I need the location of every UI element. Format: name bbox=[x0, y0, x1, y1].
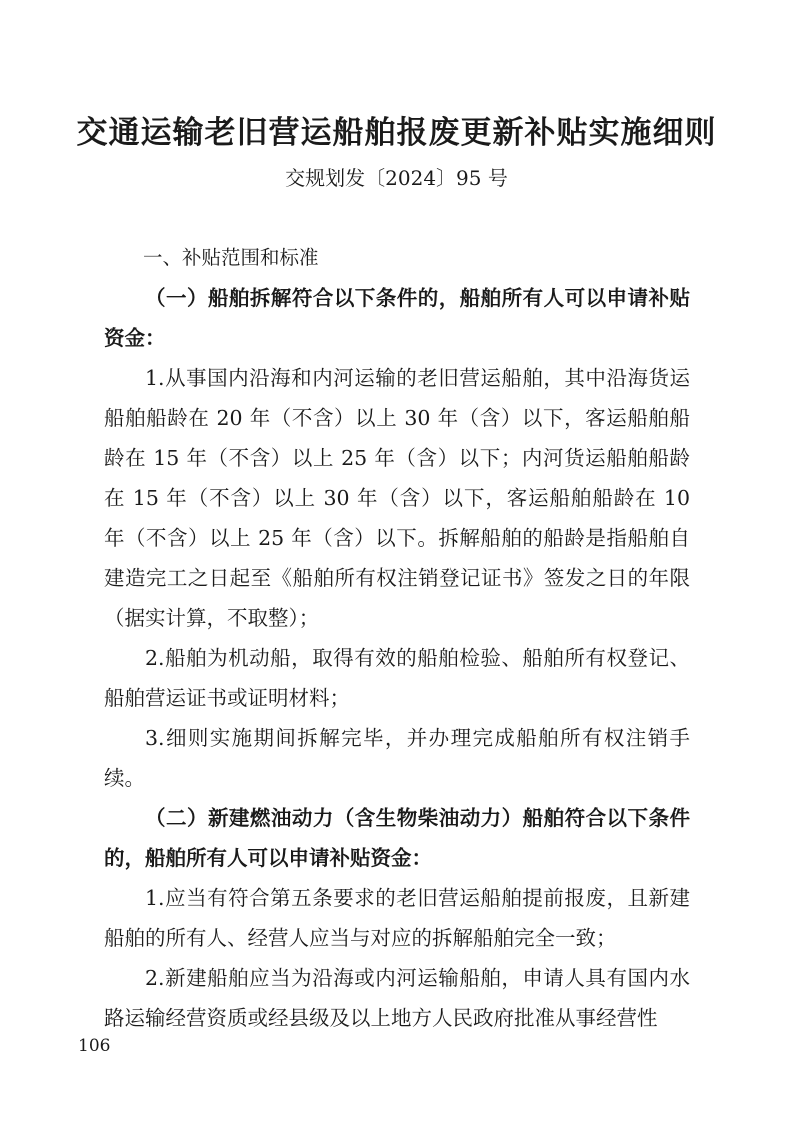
page-number: 106 bbox=[78, 1036, 111, 1056]
subsection-2-heading: （二）新建燃油动力（含生物柴油动力）船舶符合以下条件的，船舶所有人可以申请补贴资金： bbox=[104, 806, 690, 870]
document-number: 交规划发〔2024〕95 号 bbox=[285, 166, 508, 190]
subsection-1-heading: （一）船舶拆解符合以下条件的，船舶所有人可以申请补贴资金： bbox=[104, 286, 690, 350]
paragraph-1-1: 1.从事国内沿海和内河运输的老旧营运船舶，其中沿海货运船舶船龄在 20 年（不含）以上 30 年（含）以下，客运船舶船龄在 15 年（不含）以上 25 年（含）以下；内河货运船舶船龄在 15 年（不含）以上 30 年（含）以下，客运船舶船龄在 10 年（不含）以上 25 年（含）以下。拆解船舶的船龄是指船舶自建造完工之日起至《船舶所有权注销登记证书》签发之日的年限（据实计算，不取整）； bbox=[104, 366, 690, 630]
paragraph-2-2: 2.新建船舶应当为沿海或内河运输船舶，申请人具有国内水路运输经营资质或经县级及以上地方人民政府批准从事经营性 bbox=[104, 966, 690, 1030]
document-body bbox=[104, 238, 690, 1038]
document-title: 交通运输老旧营运船舶报废更新补贴实施细则 bbox=[76, 115, 717, 151]
paragraph-2-1: 1.应当有符合第五条要求的老旧营运船舶提前报废，且新建船舶的所有人、经营人应当与对应的拆解船舶完全一致； bbox=[104, 886, 690, 950]
section-heading: 一、补贴范围和标准 bbox=[143, 246, 319, 269]
paragraph-1-2: 2.船舶为机动船，取得有效的船舶检验、船舶所有权登记、船舶营运证书或证明材料； bbox=[104, 646, 690, 710]
paragraph-1-3: 3.细则实施期间拆解完毕，并办理完成船舶所有权注销手续。 bbox=[104, 726, 690, 790]
